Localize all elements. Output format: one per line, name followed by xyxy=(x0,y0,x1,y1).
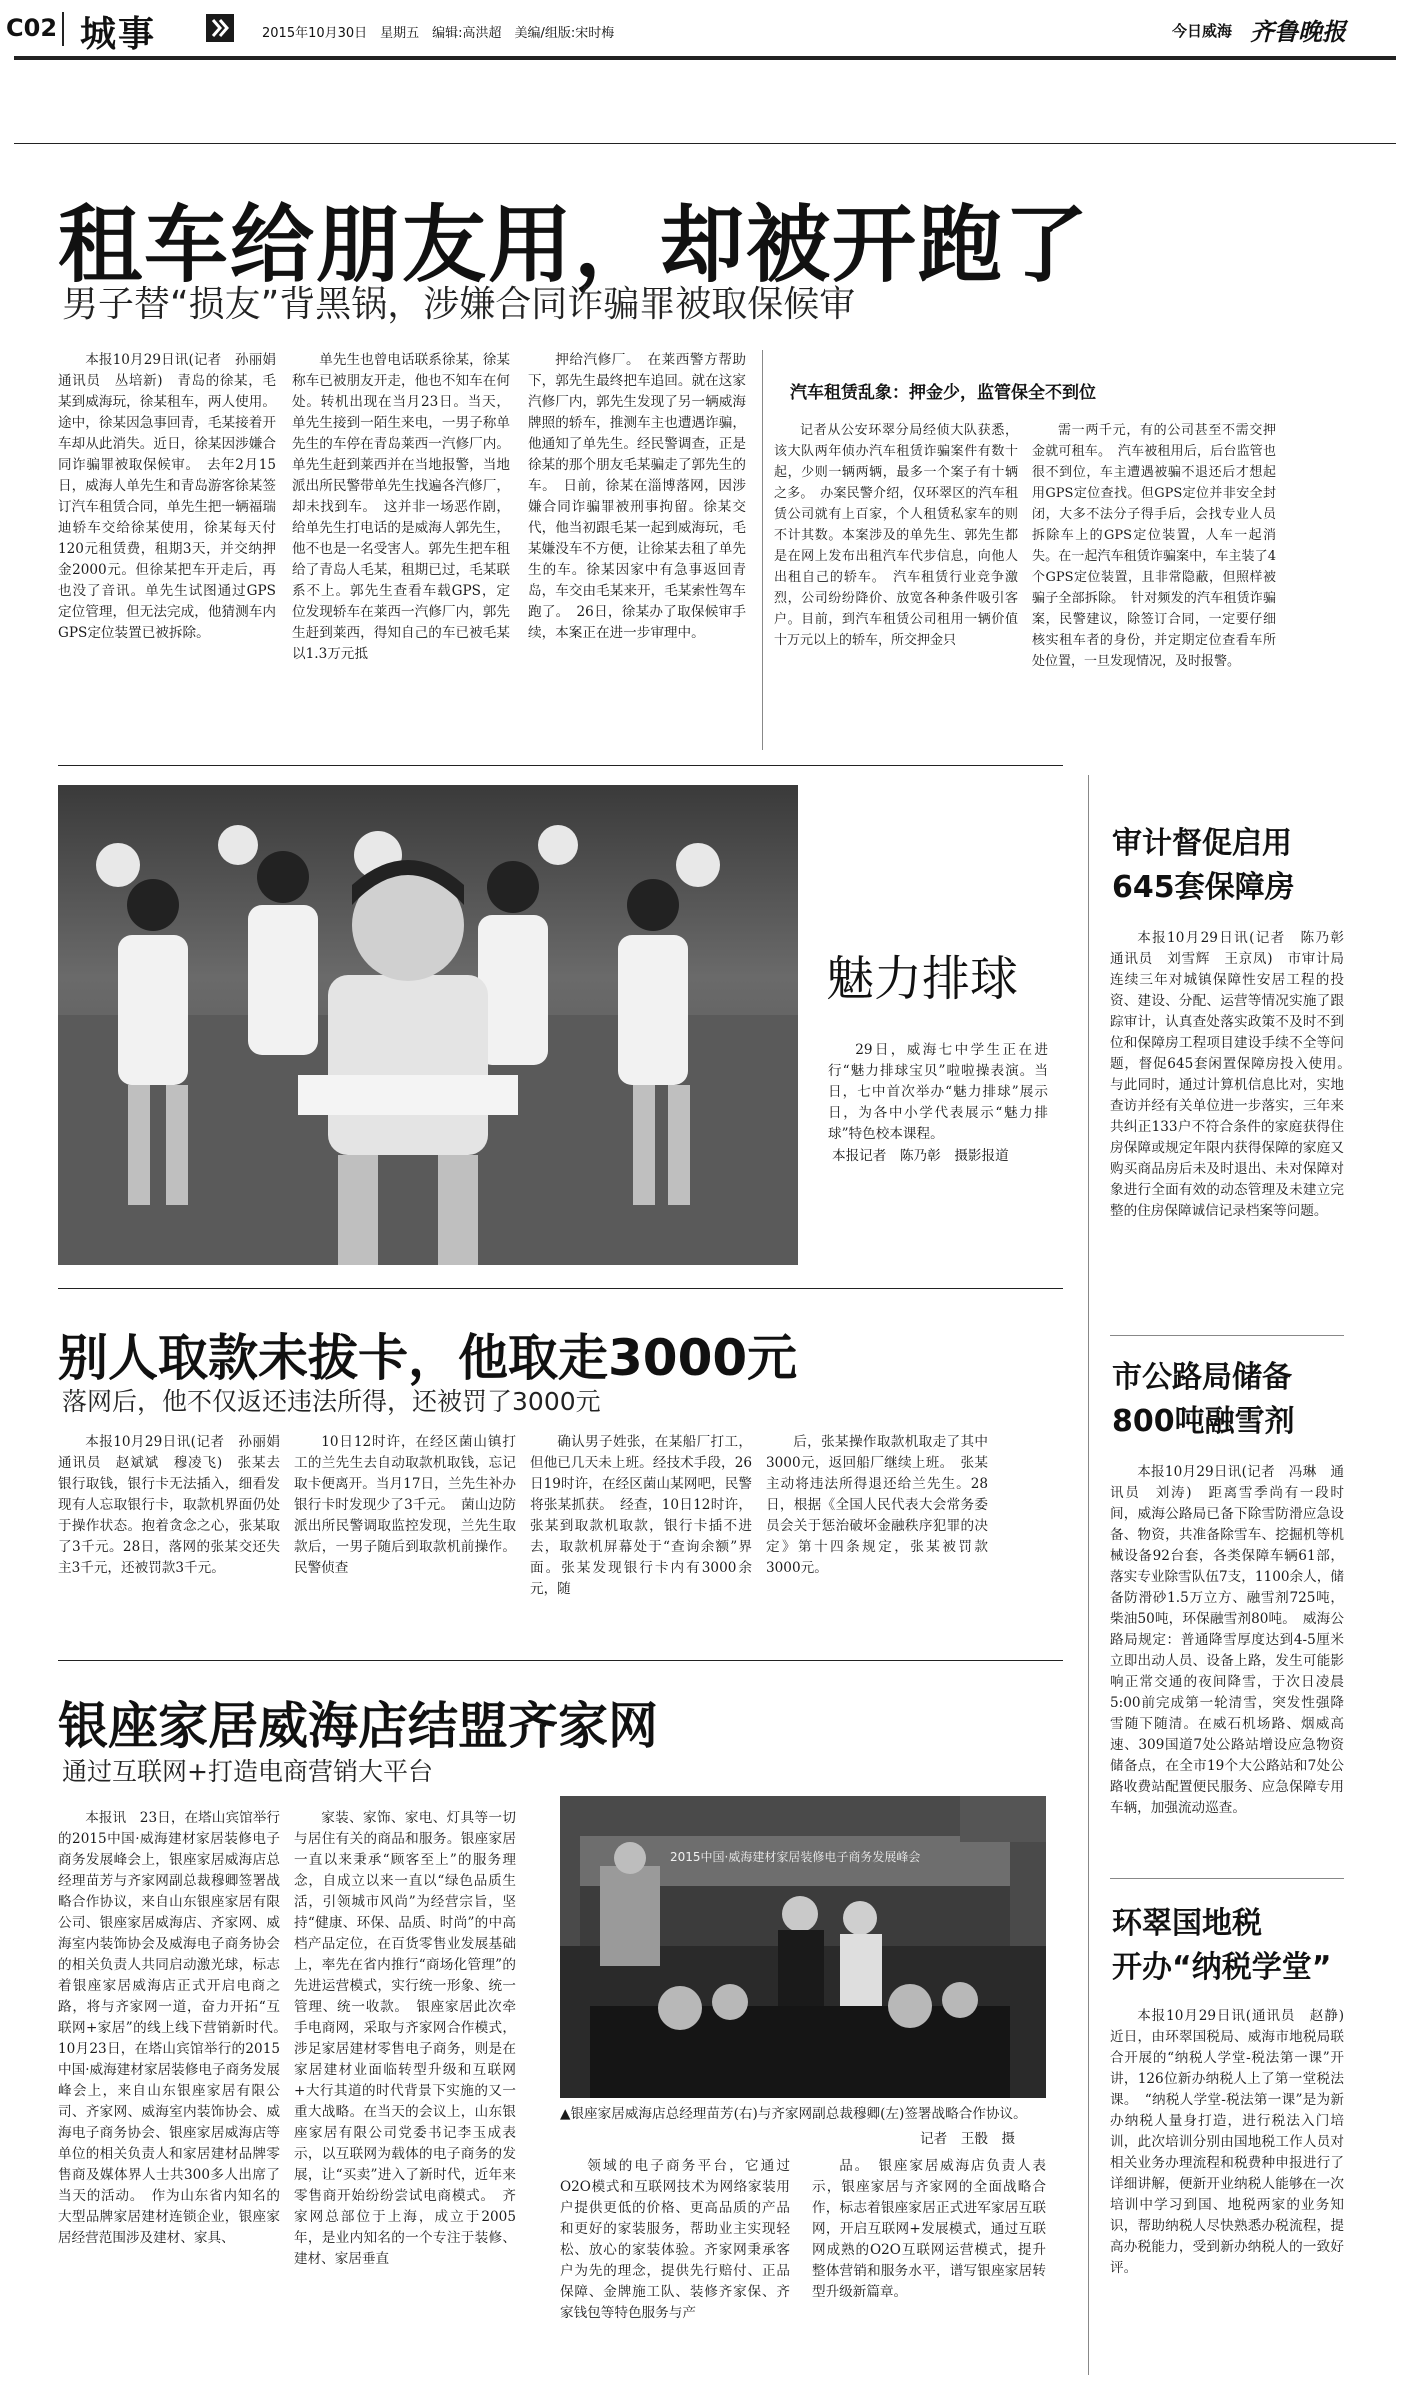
story1-column-2: 单先生也曾电话联系徐某，徐某称车已被朋友开走，他也不知车在何处。转机出现在当月23日。当天，单先生接到一陌生来电，一男子称单先生的车停在青岛莱西一汽修厂内。单先生赶到莱西并在当地报警，当地派出所民警带单先生找遍各汽修厂，却未找到车。 这并非一场恶作剧，给单先生打电话的是威海人郭先生，他不也是一名受害人。郭先生把车租给了青岛人毛某，租期已过，毛某联系不上。郭先生查看车载GPS，定位发现轿车在莱西一汽修厂内，郭先生赶到莱西，得知自己的车已被毛某以1.3万元抵 xyxy=(292,352,510,662)
home-headline: 银座家居威海店结盟齐家网 xyxy=(58,1697,658,1755)
atm-bottom-rule xyxy=(58,1660,1063,1661)
photo-feature-caption: 29日，威海七中学生正在进行“魅力排球宝贝”啦啦操表演。当日，七中首次举办“魅力排球”展示日，为各中小学代表展示“魅力排球”特色校本课程。 xyxy=(828,1042,1048,1142)
date-editor-line: 2015年10月30日 星期五 编辑:高洪超 美编/组版:宋时梅 xyxy=(262,26,615,41)
atm-column-3: 确认男子姓张，在某船厂打工，但他已几天未上班。经技术手段，26日19时许，在经区菌山某网吧，民警将张某抓获。 经查，10日12时许，张某到取款机取款，银行卡插不进去，取款机屏幕处于“查询余额”界面。张某发现银行卡内有3000余元，随 xyxy=(530,1434,752,1597)
atm-column-2: 10日12时许，在经区菌山镇打工的兰先生去自动取款机取钱，忘记取卡便离开。当月17日，兰先生补办银行卡时发现少了3千元。 菌山边防派出所民警调取监控发现，兰先生取款后，一男子随后到取款机前操作。民警侦查 xyxy=(294,1434,516,1576)
atm-headline: 别人取款未拔卡，他取走3000元 xyxy=(58,1329,798,1387)
sidebar-column-1: 记者从公安环翠分局经侦大队获悉，该大队两年侦办汽车租赁诈骗案件有数十起，少则一辆两辆，最多一个案子有十辆之多。 办案民警介绍，仅环翠区的汽车租赁公司就有上百家，个人租赁私家车的则不计其数。本案涉及的单先生、郭先生都是在网上发布出租汽车代步信息，向他人出租自己的轿车。 汽车租赁行业竞争激烈，公司纷纷降价、放宽各种条件吸引客户。目前，到汽车租赁公司租用一辆价值十万元以上的轿车，所交押金只 xyxy=(774,423,1018,648)
sidebar-box-top xyxy=(762,350,763,750)
header-divider-1 xyxy=(62,12,64,46)
home-subhead: 通过互联网+打造电商营销大平台 xyxy=(62,1757,433,1786)
audit-bottom-rule xyxy=(1110,1335,1344,1336)
sidebar-title: 汽车租赁乱象：押金少，监管保全不到位 xyxy=(790,383,1096,403)
atm-column-4: 后，张某操作取款机取走了其中3000元，返回船厂继续上班。 张某主动将违法所得退还给兰先生。28日，根据《全国人民代表大会常务委员会关于惩治破坏金融秩序犯罪的决定》第十四条规定，张某被罚款3000元。 xyxy=(766,1434,988,1576)
home-photo-caption: ▲银座家居威海店总经理苗芳(右)与齐家网副总裁穆卿(左)签署战略合作协议。 xyxy=(560,2106,1027,2122)
right-column-divider xyxy=(1088,775,1089,2375)
photo-feature-title: 魅力排球 xyxy=(826,951,1019,1007)
home-column-1: 本报讯 23日，在塔山宾馆举行的2015中国·威海建材家居装修电子商务发展峰会上，银座家居威海店总经理苗芳与齐家网副总裁穆卿签署战略合作协议，来自山东银座家居有限公司、银座家居威海店、齐家网、威海室内装饰协会及威海电子商务协会的相关负责人共同启动激光球，标志着银座家居威海店正式开启电商之路，将与齐家网一道，奋力开拓“互联网+家居”的线上线下营销新时代。 10月23日，在塔山宾馆举行的2015中国·威海建材家居装修电子商务发展峰会上，来自山东银座家居有限公司、齐家网、威海室内装饰协会、威海电子商务协会、银座家居威海店等单位的相关负责人和家居建材品牌零售商及媒体界人士共300多人出席了当天的活动。 作为山东省内知名的大型品牌家居建材连锁企业，银座家居经营范围涉及建材、家具、 xyxy=(58,1810,294,2246)
story1-headline: 租车给朋友用，却被开跑了 xyxy=(58,196,1091,294)
edition-name: 今日威海 xyxy=(1172,22,1233,40)
snow-bottom-rule xyxy=(1110,1878,1344,1879)
volleyball-photo xyxy=(58,785,798,1265)
audit-body: 本报10月29日讯(记者 陈乃彰 通讯员 刘雪辉 王京凤) 市审计局连续三年对城镇保障性安居工程的投资、建设、分配、运营等情况实施了跟踪审计，认真查处落实政策不及时不到位和保障房工程项目建设手续不全等问题，督促645套闲置保障房投入使用。 与此同时，通过计算机信息比对，实地查访并经有关单位进一步落实，三年来共纠正133户不符合条件的家庭获得住房保障或规定年限内获得保障的家庭又购买商品房后未及时退出、未对保障对象进行全面有效的动态管理及未建立完整的住房保障诚信记录档案等问题。 xyxy=(1110,930,1358,1219)
story1-column-1: 本报10月29日讯(记者 孙丽娟 通讯员 丛培新) 青岛的徐某，毛某到威海玩，徐某租车，两人使用。途中，徐某因急事回青，毛某接着开车却从此消失。近日，徐某因涉嫌合同诈骗罪被取保候审。 去年2月15日，威海人单先生和青岛游客徐某签订汽车租赁合同，单先生把一辆福瑞迪轿车交给徐某使用，徐某每天付120元租赁费，租期3天，并交纳押金2000元。但徐某把车开走后，再也没了音讯。单先生试图通过GPS定位管理，但无法完成，他猜测车内GPS定位装置已被拆除。 xyxy=(58,352,290,641)
story1-bottom-rule xyxy=(58,765,1063,766)
home-column-2: 家装、家饰、家电、灯具等一切与居住有关的商品和服务。银座家居一直以来秉承“顾客至上”的服务理念，自成立以来一直以“绿色品质生活，引领城市风尚”为经营宗旨，坚持“健康、环保、品质、时尚”的中高档产品定位，在百货零售业发展基础上，率先在省内推行“商场化管理”的先进运营模式，实行统一形象、统一管理、统一收款。 银座家居此次牵手电商网，采取与齐家网合作模式，涉足家居建材零售电子商务，则是在家居建材业面临转型升级和互联网+大行其道的时代背景下实施的又一重大战略。在当天的会议上，山东银座家居有限公司党委书记李玉成表示，以互联网为载体的电子商务的发展，让“买卖”进入了新时代，近年来零售商开始纷纷尝试电商模式。 齐家网总部位于上海，成立于2005年，是业内知名的一个专注于装修、建材、家居垂直 xyxy=(294,1810,516,2267)
story1-subhead: 男子替“损友”背黑锅，涉嫌合同诈骗罪被取保候审 xyxy=(62,284,856,325)
section-title: 城事 xyxy=(80,14,157,55)
atm-column-1: 本报10月29日讯(记者 孙丽娟 通讯员 赵斌斌 穆凌飞) 张某去银行取钱，银行卡无法插入，细看发现有人忘取银行卡，取款机界面仍处于操作状态。抱着贪念之心，张某取了3千元。28日，落网的张某交还失主3千元，还被罚款3千元。 xyxy=(58,1434,294,1576)
signing-photo xyxy=(560,1796,1046,2098)
section-chevron-icon xyxy=(206,14,234,42)
snow-body: 本报10月29日讯(记者 冯琳 通讯员 刘涛) 距离雪季尚有一段时间，威海公路局已备下除雪防滑应急设备、物资，共准备除雪车、挖掘机等机械设备92台套，各类保障车辆61部，落实专业除雪队伍7支，1100余人，储备防滑砂1.5万立方、融雪剂725吨，柴油50吨，环保融雪剂80吨。 威海公路局规定：普通降雪厚度达到4-5厘米立即出动人员、设备上路，发生可能影响正常交通的夜间降雪，于次日凌晨5:00前完成第一轮清雪，突发性强降雪随下随清。在威石机场路、烟威高速、309国道7处公路站增设应急物资储备点，在全市19个大公路站和7处公路收费站配置便民服务、应急保障专用车辆，加强流动巡查。 xyxy=(1110,1464,1344,1816)
audit-headline-line1: 审计督促启用 xyxy=(1112,826,1292,861)
signing-banner-text: 2015中国·威海建材家居装修电子商务发展峰会 xyxy=(670,1850,921,1864)
brand-logo: 齐鲁晚报 xyxy=(1250,17,1346,46)
tax-headline-line2: 开办“纳税学堂” xyxy=(1112,1950,1332,1985)
home-column-3: 领域的电子商务平台，它通过O2O模式和互联网技术为网络家装用户提供更低的价格、更高品质的产品和更好的家装服务，帮助业主实现轻松、放心的家装体验。齐家网秉承客户为先的理念，提供先行赔付、正品保障、金牌施工队、装修齐家保、齐家钱包等特色服务与产 xyxy=(560,2158,790,2321)
page-number: C02 xyxy=(6,14,58,42)
home-photo-credit: 记者 王骰 摄 xyxy=(920,2131,1016,2147)
audit-headline-line2: 645套保障房 xyxy=(1112,870,1295,905)
sidebar-column-2: 需一两千元，有的公司甚至不需交押金就可租车。 汽车被租用后，后台监管也很不到位，车主遭遇被骗不退还后才想起用GPS定位查找。但GPS定位并非安全封闭，大多不法分子得手后，会找专业人员拆除车上的GPS定位装置，人车一起消失。在一起汽车租赁诈骗案中，车主装了4个GPS定位装置，且非常隐蔽，但照样被骗子全部拆除。 针对频发的汽车租赁诈骗案，民警建议，除签订合同，一定要仔细核实租车者的身份，并定期定位查看车所处位置，一旦发现情况，及时报警。 xyxy=(1032,423,1276,669)
snow-headline-line2: 800吨融雪剂 xyxy=(1112,1404,1295,1439)
atm-subhead: 落网后，他不仅返还违法所得，还被罚了3000元 xyxy=(62,1387,601,1416)
photo-bottom-rule xyxy=(58,1288,1063,1289)
photo-feature-credit: 本报记者 陈乃彰 摄影报道 xyxy=(832,1148,1009,1164)
header-rule-2 xyxy=(14,143,1396,144)
tax-body: 本报10月29日讯(通讯员 赵静) 近日，由环翠国税局、威海市地税局联合开展的“纳税人学堂-税法第一课”开讲，126位新办纳税人上了第一堂税法课。 “纳税人学堂-税法第一课”是为新办纳税人量身打造，进行税法入门培训，此次培训分别由国地税工作人员对相关业务办理流程和税费种申报进行了详细讲解，便新开业纳税人能够在一次培训中学习到国、地税两家的业务知识，帮助纳税人尽快熟悉办税流程，提高办税能力，受到新办纳税人的一致好评。 xyxy=(1110,2008,1358,2276)
story1-column-3: 押给汽修厂。 在莱西警方帮助下，郭先生最终把车追回。就在这家汽修厂内，郭先生发现了另一辆威海牌照的轿车，推测车主也遭遇诈骗，他通知了单先生。经民警调查，正是徐某的那个朋友毛某骗走了郭先生的车。 日前，徐某在淄博落网，因涉嫌合同诈骗罪被刑事拘留。徐某交代，他当初跟毛某一起到威海玩，毛某嫌没车不方便，让徐某去租了单先生的车。徐某因家中有急事返回青岛，车交由毛某来开，毛某索性驾车跑了。 26日，徐某办了取保候审手续，本案正在进一步审理中。 xyxy=(528,352,746,641)
snow-headline-line1: 市公路局储备 xyxy=(1112,1360,1292,1395)
home-column-4: 品。 银座家居威海店负责人表示，银座家居与齐家网的全面战略合作，标志着银座家居正式进军家居互联网，开启互联网+发展模式，通过互联网成熟的O2O互联网运营模式，提升整体营销和服务水平，谱写银座家居转型升级新篇章。 xyxy=(812,2158,1046,2300)
tax-headline-line1: 环翠国地税 xyxy=(1112,1906,1262,1941)
header-rule xyxy=(14,56,1396,60)
